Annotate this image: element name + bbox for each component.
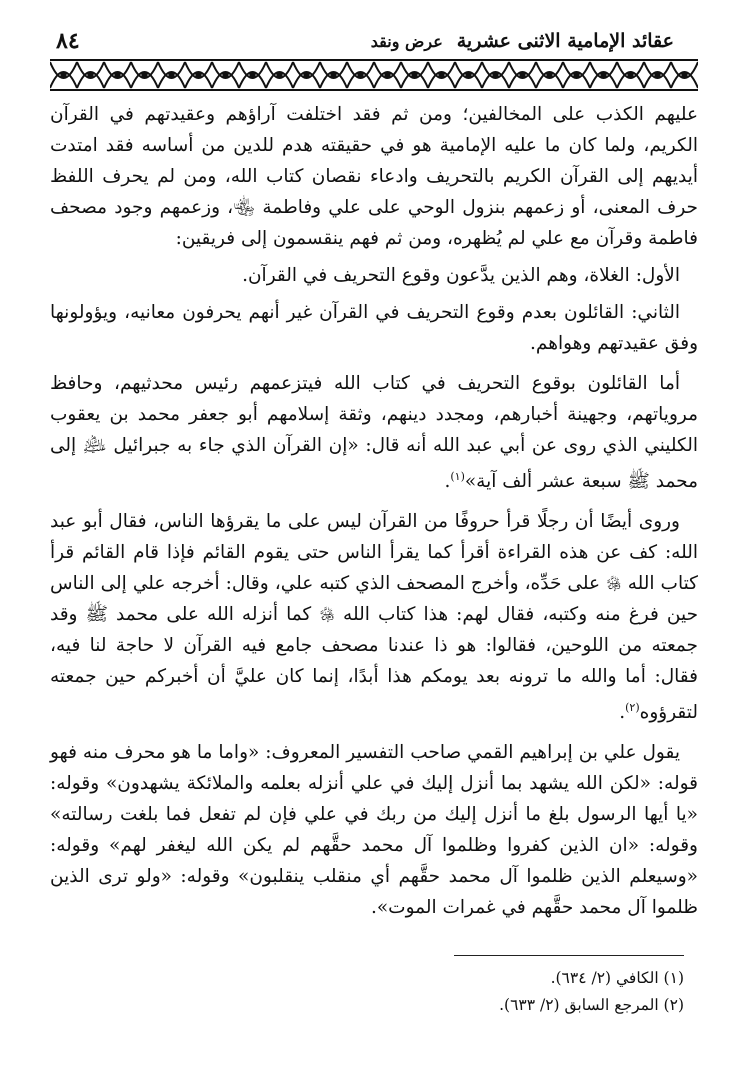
paragraph-mushaf-narration	[50, 506, 698, 728]
paragraph-kulayni	[50, 368, 698, 497]
paragraph-intro: عليهم الكذب على المخالفين؛ ومن ثم فقد اختلفت آراؤهم وعقيدتهم في القرآن الكريم، ولما كان ما عليه الإمامية هو في حقيقته هدم للدين من أساسه فقد امتدت أيديهم إلى القرآن الكريم بالتحريف وادعاء نقصان كتاب الله، ومن لم يحرف اللفظ حرف المعنى، أو زعمهم بنزول الوحي على علي وفاطمة ﵄، وزعمهم وجود مصحف فاطمة وقرآن مع علي لم يُظهره، ومن ثم فهم ينقسمون إلى فريقين:	[50, 104, 698, 249]
page-header	[52, 24, 674, 58]
footnotes	[284, 965, 684, 1019]
paragraph-mushaf-narration-text: وروى أيضًا أن رجلًا قرأ حروفًا من القرآن ليس على ما يقرؤها الناس، فقال أبو عبد الله: كف عن هذه القراءة أقرأ كما يقرأ الناس حتى يقوم القائم فإذا قام القائم قرأ كتاب الله ﷿ على حَدِّه، وأخرج المصحف الذي كتبه علي، وقال: أخرجه علي إلى الناس حين فرغ منه وكتبه، فقال لهم: هذا كتاب الله ﷿ كما أنزله الله على محمد ﷺ وقد جمعته من اللوحين، فقالوا: هو ذا عندنا مصحف جامع فيه القرآن لا حاجة لنا فيه، فقال: أما والله ما ترونه بعد يومكم هذا أبدًا، إنما كان عليَّ أن أخبركم حين جمعته لتقرؤوه	[50, 511, 698, 724]
footnote-separator	[454, 955, 684, 956]
page-number: ٨٤	[56, 28, 80, 54]
footnote-2: (٢) المرجع السابق (٢/ ٦٣٣).	[499, 996, 684, 1014]
footnote-reference-2: (٢)	[625, 701, 640, 715]
footnote-1: (١) الكافي (٢/ ٦٣٤).	[550, 969, 684, 987]
book-title: عقائد الإمامية الاثنى عشرية	[456, 30, 674, 52]
paragraph-end-mark: .	[444, 471, 451, 493]
main-text	[50, 99, 698, 923]
running-title	[371, 30, 674, 52]
paragraph-first-group: الأول: الغلاة، وهم الذين يدَّعون وقوع التحريف في القرآن.	[242, 265, 680, 286]
paragraph-qummi: يقول علي بن إبراهيم القمي صاحب التفسير المعروف: «واما ما هو محرف منه فهو قوله: «لكن الله يشهد بما أنزل إليك في علي أنزله بعلمه والملائكة يشهدون» وقوله: «يا أيها الرسول بلغ ما أنزل إليك من ربك في علي فإن لم تفعل فما بلغت رسالته» وقوله: «ان الذين كفروا وظلموا آل محمد حقَّهم لم يكن الله ليغفر لهم» وقوله: «وسيعلم الذين ظلموا آل محمد حقَّهم أي منقلب ينقلبون» وقوله: «ولو ترى الذين ظلموا آل محمد حقَّهم في غمرات الموت».	[50, 742, 698, 919]
paragraph-end-mark: .	[619, 702, 626, 724]
paragraph-kulayni-text: أما القائلون بوقوع التحريف في كتاب الله فيتزعمهم رئيس محدثيهم، وحافظ مروياتهم، وجهينة أخبارهم، ومجدد دينهم، وثقة إسلامهم أبو جعفر محمد بن يعقوب الكليني الذي روى عن أبي عبد الله أنه قال: «إن القرآن الذي جاء به جبرائيل ﵇ إلى محمد ﷺ سبعة عشر ألف آية»	[50, 373, 698, 493]
decorative-border-ornament-icon	[50, 58, 698, 92]
footnote-reference-1: (١)	[450, 470, 465, 483]
paragraph-second-group: الثاني: القائلون بعدم وقوع التحريف في القرآن غير أنهم يحرفون معانيه، ويؤولونها وفق عقيدتهم وهواهم.	[50, 302, 698, 354]
book-subtitle: عرض ونقد	[370, 32, 443, 51]
